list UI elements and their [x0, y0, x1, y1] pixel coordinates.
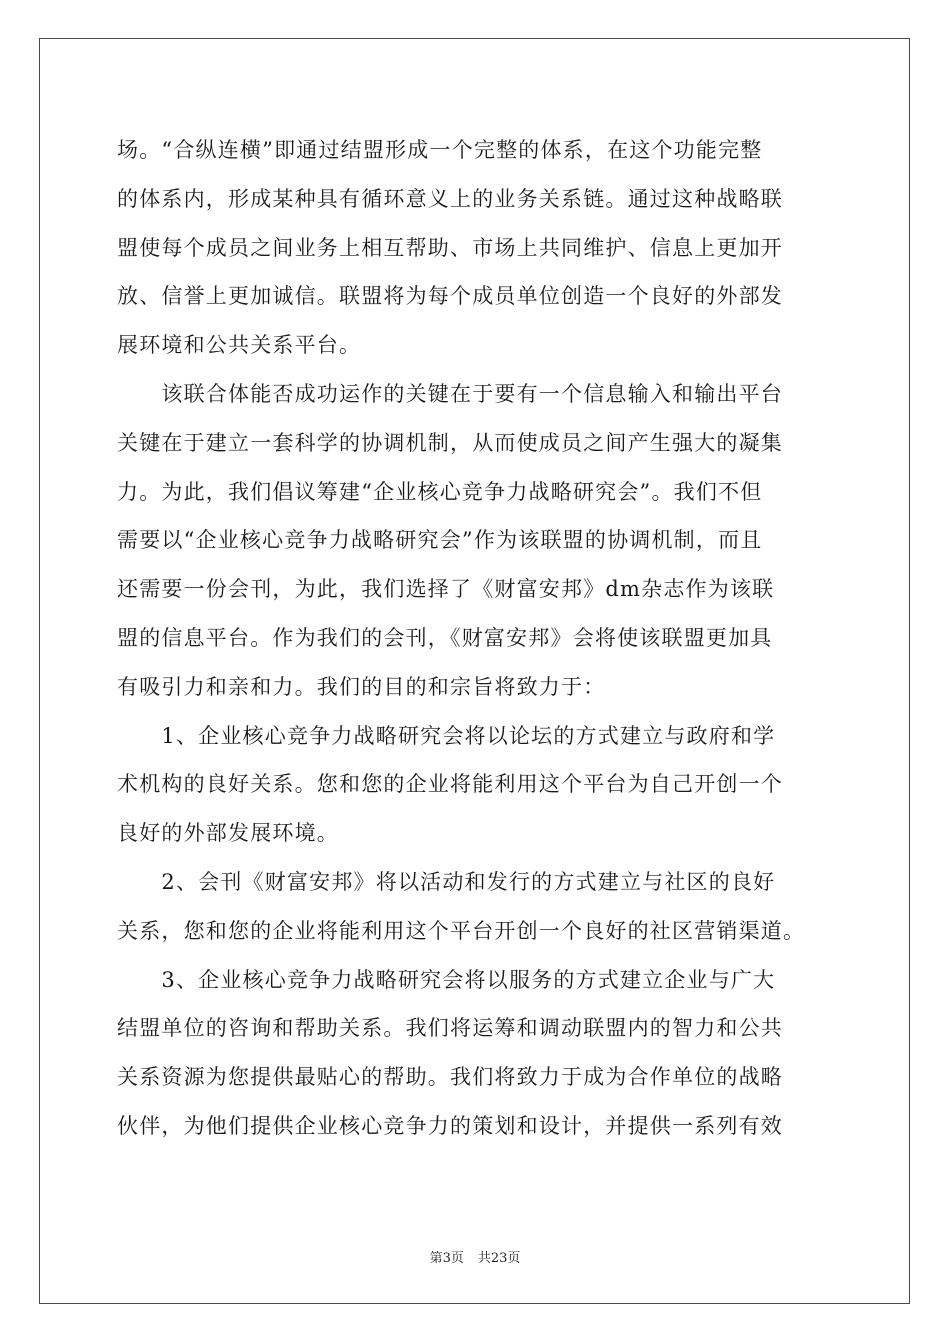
text-line: 还需要一份会刊，为此，我们选择了《财富安邦》dm杂志作为该联 [117, 577, 775, 602]
text-line: 良好的外部发展环境。 [117, 821, 339, 846]
page-total: 共23页 [477, 1251, 521, 1266]
text-line: 术机构的良好关系。您和您的企业将能利用这个平台为自己开创一个 [117, 772, 783, 797]
text-line: 盟使每个成员之间业务上相互帮助、市场上共同维护、信息上更加开 [117, 235, 783, 260]
text-line: 盟的信息平台。作为我们的会刊，《财富安邦》会将使该联盟更加具 [117, 625, 773, 650]
text-line: 伙伴，为他们提供企业核心竞争力的策划和设计，并提供一系列有效 [117, 1113, 783, 1138]
text-line: 展环境和公共关系平台。 [117, 333, 362, 358]
text-line: 的体系内，形成某种具有循环意义上的业务关系链。通过这种战略联 [117, 186, 783, 211]
text-line: 关系，您和您的企业将能利用这个平台开创一个良好的社区营销渠道。 [117, 918, 806, 943]
page-footer [0, 1247, 950, 1266]
text-line: 结盟单位的咨询和帮助关系。我们将运筹和调动联盟内的智力和公共 [117, 1016, 783, 1041]
text-line: 关系资源为您提供最贴心的帮助。我们将致力于成为合作单位的战略 [117, 1065, 783, 1090]
text-line: 该联合体能否成功运作的关键在于要有一个信息输入和输出平台 [117, 381, 783, 406]
text-line: 3、企业核心竞争力战略研究会将以服务的方式建立企业与广大 [117, 967, 776, 992]
page-number: 第3页 [429, 1251, 464, 1266]
text-line: 关键在于建立一套科学的协调机制，从而使成员之间产生强大的凝集 [117, 430, 783, 455]
text-line: 1、企业核心竞争力战略研究会将以论坛的方式建立与政府和学 [117, 723, 776, 748]
text-line: 2、会刊《财富安邦》将以活动和发行的方式建立与社区的良好 [117, 869, 776, 894]
text-line: 放、信誉上更加诚信。联盟将为每个成员单位创造一个良好的外部发 [117, 284, 783, 309]
text-line: 需要以“企业核心竞争力战略研究会”作为该联盟的协调机制，而且 [117, 528, 763, 553]
text-line: 场。“合纵连横”即通过结盟形成一个完整的体系，在这个功能完整 [117, 138, 763, 162]
document-body [117, 126, 837, 1151]
text-line: 有吸引力和亲和力。我们的目的和宗旨将致力于： [117, 674, 606, 699]
text-line: 力。为此，我们倡议筹建“企业核心竞争力战略研究会”。我们不但 [117, 479, 763, 504]
